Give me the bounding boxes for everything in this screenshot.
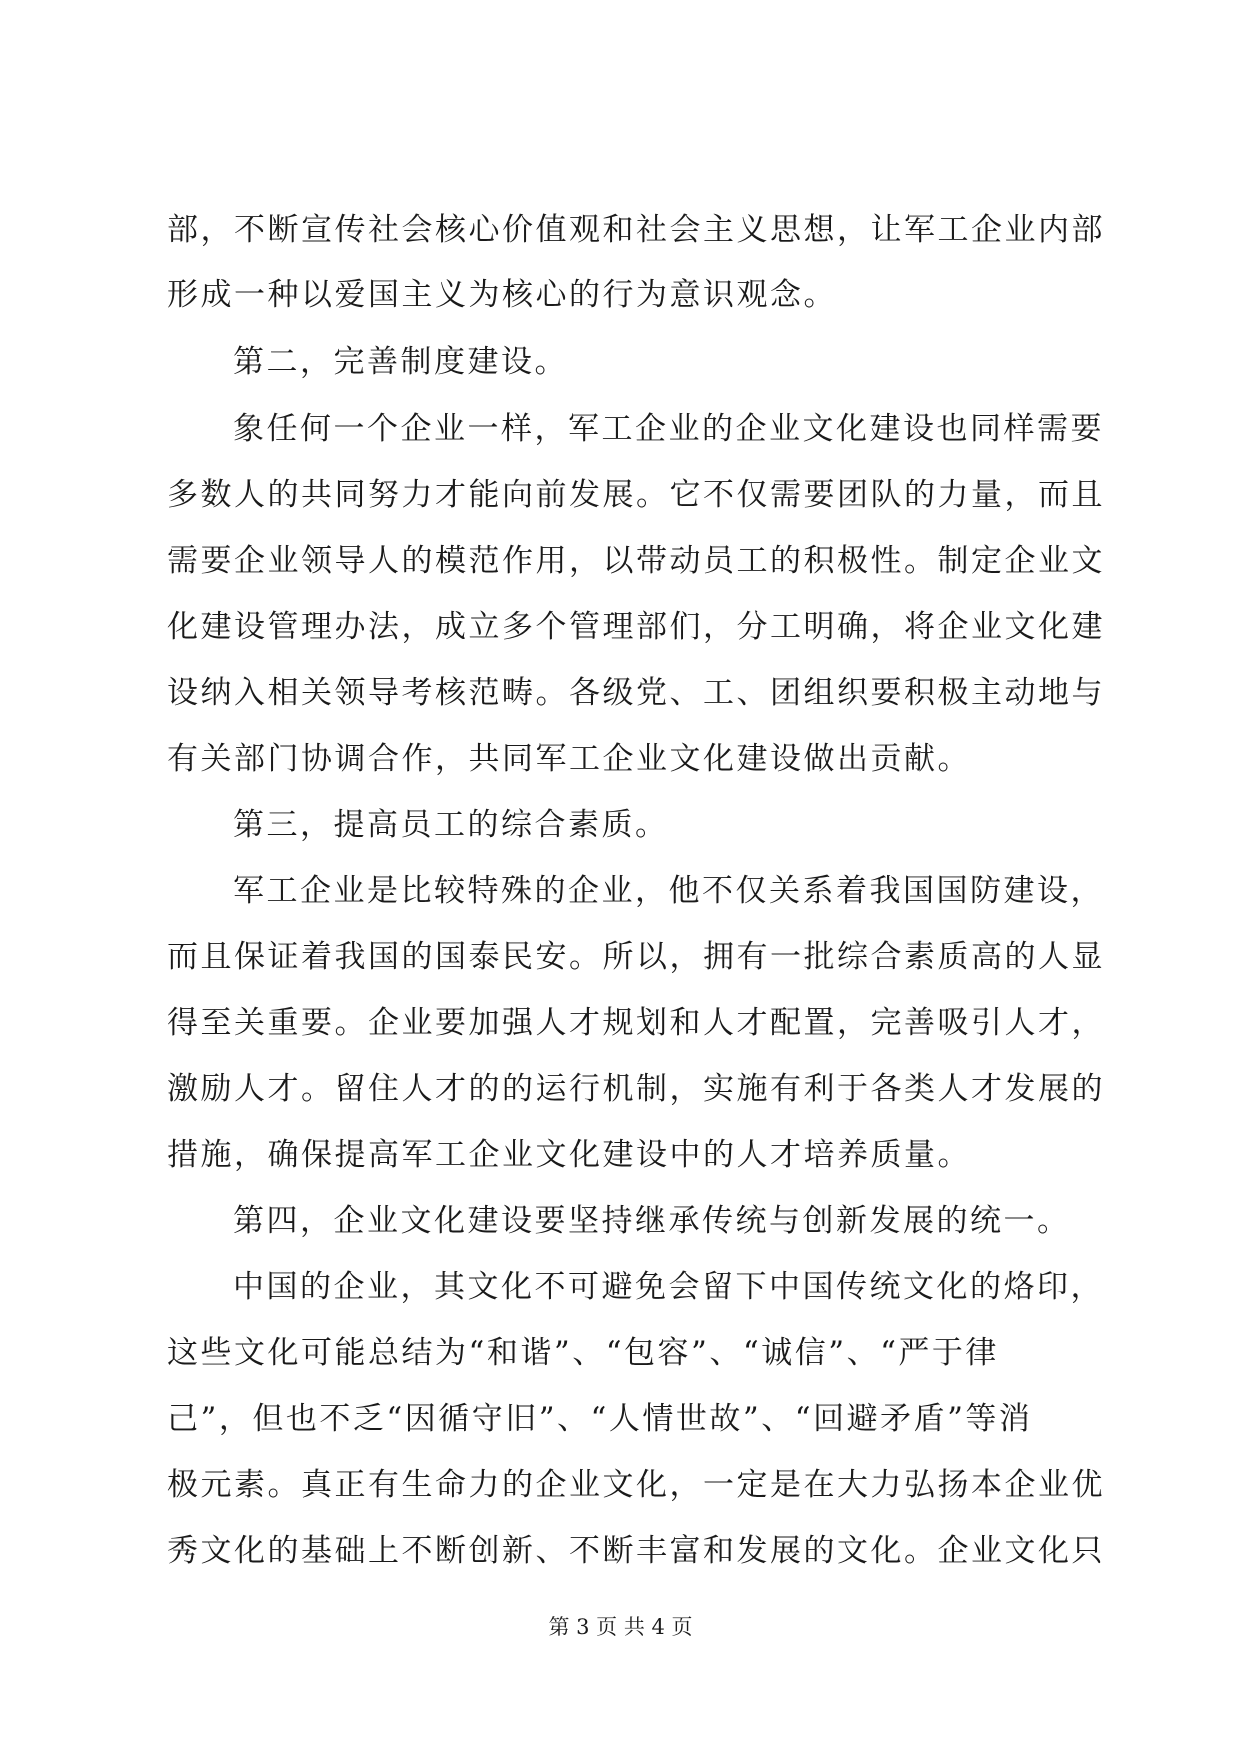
text-line: 需要企业领导人的模范作用，以带动员工的积极性。制定企业文 [167,543,1105,579]
text-line: 极元素。真正有生命力的企业文化，一定是在大力弘扬本企业优 [167,1467,1105,1503]
text-line: 而且保证着我国的国泰民安。所以，拥有一批综合素质高的人显 [167,939,1105,975]
text-line: 激励人才。留住人才的的运行机制，实施有利于各类人才发展的 [167,1071,1105,1107]
page-number-footer: 第 3 页 共 4 页 [548,1615,693,1639]
text-line: 有关部门协调合作，共同军工企业文化建设做出贡献。 [167,741,971,777]
text-line: 这些文化可能总结为“和谐”、“包容”、“诚信”、“严于律 [167,1335,999,1371]
text-line: 多数人的共同努力才能向前发展。它不仅需要团队的力量，而且 [167,477,1105,513]
section-heading: 第二，完善制度建设。 [233,344,568,380]
text-line: 己”，但也不乏“因循守旧”、“人情世故”、“回避矛盾”等消 [167,1401,1033,1437]
text-line: 设纳入相关领导考核范畴。各级党、工、团组织要积极主动地与 [167,675,1105,711]
text-line: 得至关重要。企业要加强人才规划和人才配置，完善吸引人才， [167,1005,1105,1041]
section-heading: 第四，企业文化建设要坚持继承传统与创新发展的统一。 [233,1203,1071,1239]
text-line: 化建设管理办法，成立多个管理部们，分工明确，将企业文化建 [167,609,1105,645]
text-line: 形成一种以爱国主义为核心的行为意识观念。 [167,277,837,313]
text-line: 中国的企业，其文化不可避免会留下中国传统文化的烙印， [233,1269,1104,1305]
text-line: 部，不断宣传社会核心价值观和社会主义思想，让军工企业内部 [167,212,1105,248]
text-line: 秀文化的基础上不断创新、不断丰富和发展的文化。企业文化只 [167,1533,1105,1569]
text-line: 军工企业是比较特殊的企业，他不仅关系着我国国防建设， [233,873,1104,909]
text-line: 措施，确保提高军工企业文化建设中的人才培养质量。 [167,1137,971,1173]
section-heading: 第三，提高员工的综合素质。 [233,807,669,843]
text-line: 象任何一个企业一样，军工企业的企业文化建设也同样需要 [233,411,1104,447]
